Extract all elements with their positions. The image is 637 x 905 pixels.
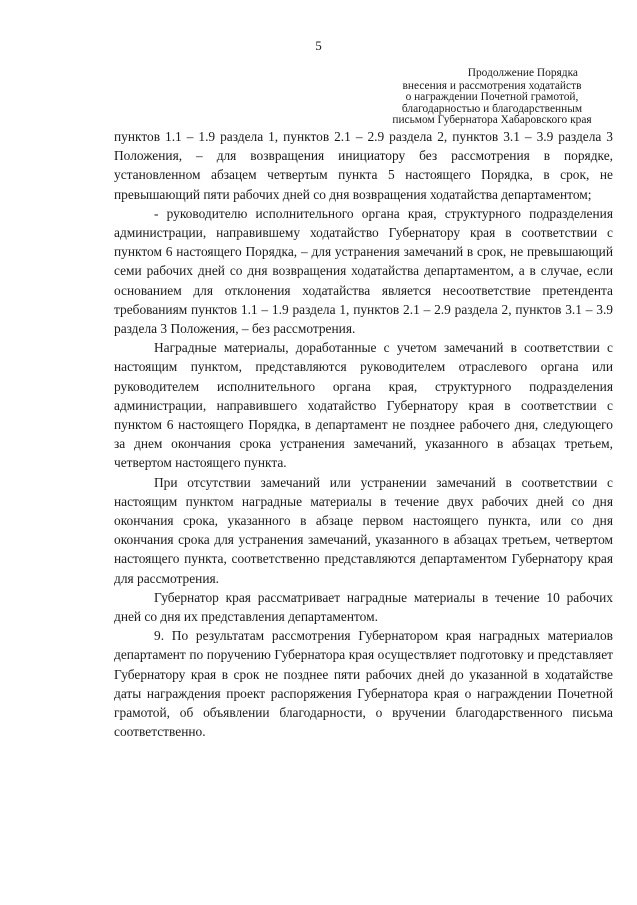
header-line: Продолжение Порядка	[467, 67, 578, 79]
header-line: письмом Губернатора Хабаровского края	[392, 113, 592, 126]
body-paragraph: Губернатор края рассматривает наградные материалы в течение 10 рабочих дней со дня их представления департаментом.	[114, 589, 613, 625]
header-line: благодарностью и благодарственным	[401, 102, 583, 115]
body-paragraph: 9. По результатам рассмотрения Губернатором края наградных материалов департамент по поручению Губернатора края осуществляет подготовку и представляет Губернатору края в срок не позднее пяти рабочих дней до указанной в ходатайстве даты награждения проект распоряжения Губернатора края о награждении Почетной грамотой, об объявлении благодарности, о вручении благодарственного письма соответственно.	[114, 628, 613, 740]
body-paragraph: пунктов 1.1 – 1.9 раздела 1, пунктов 2.1 – 2.9 раздела 2, пунктов 3.1 – 3.9 раздела 3 Положения, – для возвращения инициатору без рассмотрения в порядке, установленном абзацем четвертым пункта 5 настоящего Порядка, в срок, не превышающий пяти рабочих дней со дня возвращения ходатайства департаментом;	[114, 129, 613, 202]
header-line: о награждении Почетной грамотой,	[405, 91, 579, 104]
body-paragraph: Наградные материалы, доработанные с учетом замечаний в соответствии с настоящим пунктом, представляются руководителем отраслевого органа или руководителем исполнительного органа края, структурного подразделения администрации, направившего ходатайство Губернатору края в соответствии с пунктом 6 настоящего Порядка, в департамент не позднее рабочего дня, следующего за днем окончания срока устранения замечаний, указанного в абзацах третьем, четвертом настоящего пункта.	[114, 340, 613, 471]
body-paragraph: При отсутствии замечаний или устранении замечаний в соответствии с настоящим пунктом наградные материалы в течение двух рабочих дней со дня окончания срока, указанного в абзаце первом настоящего пункта, или со дня окончания срока для устранения замечаний, указанного в абзацах третьем, четвертом настоящего пункта, соответственно представляются департаментом Губернатору края для рассмотрения.	[114, 474, 613, 586]
page-number: 5	[315, 38, 322, 53]
document-body	[114, 127, 613, 742]
header-line: внесения и рассмотрения ходатайств	[402, 80, 582, 93]
body-paragraph: - руководителю исполнительного органа края, структурного подразделения администрации, направившему ходатайство Губернатору края в соответствии с пунктом 6 настоящего Порядка, – для устранения замечаний в срок, не превышающий семи рабочих дней со дня возвращения ходатайства департаментом, а в случае, если основанием для отклонения ходатайства является несоответствие претендента требованиям пунктов 1.1 – 1.9 раздела 1, пунктов 2.1 – 2.9 раздела 2, пунктов 3.1 – 3.9 раздела 3 Положения, – без рассмотрения.	[114, 205, 613, 337]
document-header	[372, 68, 612, 126]
